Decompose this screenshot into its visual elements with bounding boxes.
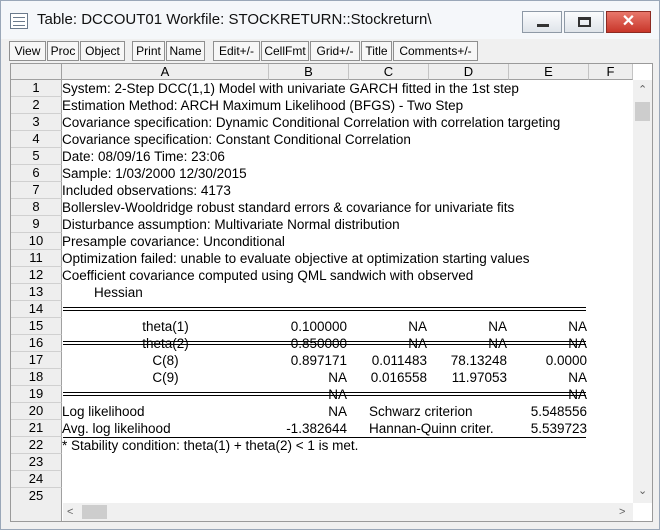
- row-header[interactable]: 24: [11, 471, 62, 488]
- column-header-a[interactable]: A: [62, 64, 269, 80]
- print-button[interactable]: Print: [132, 41, 165, 61]
- close-button[interactable]: [606, 11, 651, 33]
- cell-a17[interactable]: C(8): [152, 353, 179, 368]
- title-button[interactable]: Title: [361, 41, 392, 61]
- row-header[interactable]: 6: [11, 165, 62, 182]
- window-title: Table: DCCOUT01 Workfile: STOCKRETURN::Stockreturn\: [37, 11, 432, 28]
- table-rule: [63, 310, 586, 311]
- spreadsheet-grid[interactable]: [10, 63, 653, 522]
- row-header[interactable]: 1: [11, 80, 62, 97]
- vertical-scrollbar[interactable]: [633, 80, 652, 503]
- row-header[interactable]: 25: [11, 488, 62, 505]
- cell-e15[interactable]: NA: [568, 319, 587, 334]
- grid-toggle-button[interactable]: Grid+/-: [310, 41, 360, 61]
- select-all-corner[interactable]: [11, 64, 62, 80]
- cell-c17[interactable]: 0.011483: [371, 353, 427, 368]
- row-header[interactable]: 16: [11, 335, 62, 352]
- cell-a4[interactable]: Covariance specification: Constant Conditional Correlation: [62, 132, 411, 147]
- cell-e17[interactable]: 0.0000: [545, 353, 587, 368]
- name-button[interactable]: Name: [166, 41, 205, 61]
- cell-b19[interactable]: NA: [328, 387, 347, 402]
- maximize-icon: [578, 17, 591, 27]
- cell-b20[interactable]: NA: [328, 404, 347, 419]
- cellfmt-button[interactable]: CellFmt: [261, 41, 309, 61]
- cell-d18[interactable]: 11.97053: [451, 370, 507, 385]
- cell-a22[interactable]: * Stability condition: theta(1) + theta(2) < 1 is met.: [62, 438, 359, 453]
- cell-a15[interactable]: theta(1): [142, 319, 189, 334]
- row-header[interactable]: 18: [11, 369, 62, 386]
- cell-b21[interactable]: -1.382644: [286, 421, 347, 436]
- cell-e20[interactable]: 5.548556: [530, 404, 587, 419]
- cell-a7[interactable]: Included observations: 4173: [62, 183, 231, 198]
- cell-c15[interactable]: NA: [408, 319, 427, 334]
- scroll-left-icon[interactable]: <: [67, 506, 74, 518]
- cell-b17[interactable]: 0.897171: [290, 353, 347, 368]
- row-header[interactable]: 14: [11, 301, 62, 318]
- cell-a11[interactable]: Optimization failed: unable to evaluate objective at optimization starting values: [62, 251, 530, 266]
- cell-c21[interactable]: Hannan-Quinn criter.: [369, 421, 494, 436]
- toolbar: [9, 40, 654, 62]
- comments-toggle-button[interactable]: Comments+/-: [393, 41, 478, 61]
- table-icon: [10, 13, 28, 29]
- cell-e21[interactable]: 5.539723: [530, 421, 587, 436]
- row-header[interactable]: 23: [11, 454, 62, 471]
- cell-a13[interactable]: Hessian: [94, 285, 143, 300]
- row-header[interactable]: 9: [11, 216, 62, 233]
- row-header[interactable]: 21: [11, 420, 62, 437]
- cell-a8[interactable]: Bollerslev-Wooldridge robust standard errors & covariance for univariate fits: [62, 200, 515, 215]
- cell-a12[interactable]: Coefficient covariance computed using QML sandwich with observed: [62, 268, 474, 283]
- table-rule: [63, 307, 586, 308]
- cell-a21[interactable]: Avg. log likelihood: [62, 421, 171, 436]
- column-header-c[interactable]: C: [349, 64, 429, 80]
- column-header-d[interactable]: D: [429, 64, 509, 80]
- cell-d15[interactable]: NA: [488, 319, 507, 334]
- vertical-scroll-thumb[interactable]: [635, 102, 650, 121]
- row-header[interactable]: 11: [11, 250, 62, 267]
- row-header[interactable]: 8: [11, 199, 62, 216]
- cell-e19[interactable]: NA: [568, 387, 587, 402]
- maximize-button[interactable]: [564, 11, 604, 33]
- cell-a6[interactable]: Sample: 1/03/2000 12/30/2015: [62, 166, 247, 181]
- cell-b16[interactable]: 0.850000: [290, 336, 347, 351]
- cell-c16[interactable]: NA: [408, 336, 427, 351]
- column-header-e[interactable]: E: [509, 64, 589, 80]
- cell-a2[interactable]: Estimation Method: ARCH Maximum Likelihood (BFGS) - Two Step: [62, 98, 464, 113]
- cell-c20[interactable]: Schwarz criterion: [369, 404, 473, 419]
- cell-b18[interactable]: NA: [328, 370, 347, 385]
- cell-d17[interactable]: 78.13248: [450, 353, 507, 368]
- row-header[interactable]: 19: [11, 386, 62, 403]
- row-header[interactable]: 15: [11, 318, 62, 335]
- row-header[interactable]: 3: [11, 114, 62, 131]
- row-header-filler: [11, 503, 62, 521]
- minimize-button[interactable]: [522, 11, 562, 33]
- cell-a1[interactable]: System: 2-Step DCC(1,1) Model with univariate GARCH fitted in the 1st step: [62, 81, 519, 96]
- object-button[interactable]: Object: [80, 41, 125, 61]
- row-header[interactable]: 22: [11, 437, 62, 454]
- row-header[interactable]: 17: [11, 352, 62, 369]
- proc-button[interactable]: Proc: [47, 41, 79, 61]
- column-header-b[interactable]: B: [269, 64, 349, 80]
- horizontal-scrollbar[interactable]: [63, 503, 633, 521]
- row-header[interactable]: 10: [11, 233, 62, 250]
- row-header[interactable]: 12: [11, 267, 62, 284]
- cell-a10[interactable]: Presample covariance: Unconditional: [62, 234, 285, 249]
- row-header[interactable]: 2: [11, 97, 62, 114]
- row-header[interactable]: 20: [11, 403, 62, 420]
- cell-c18[interactable]: 0.016558: [370, 370, 427, 385]
- title-bar[interactable]: [1, 1, 659, 39]
- column-header-f[interactable]: F: [589, 64, 633, 80]
- view-button[interactable]: View: [9, 41, 46, 61]
- scroll-right-icon[interactable]: >: [619, 506, 626, 518]
- cell-b15[interactable]: 0.100000: [290, 319, 347, 334]
- edit-toggle-button[interactable]: Edit+/-: [213, 41, 260, 61]
- row-header[interactable]: 4: [11, 131, 62, 148]
- scroll-down-icon[interactable]: ⌄: [638, 485, 648, 497]
- cell-e18[interactable]: NA: [568, 370, 587, 385]
- row-header[interactable]: 7: [11, 182, 62, 199]
- minimize-icon: [537, 24, 549, 27]
- row-header[interactable]: 5: [11, 148, 62, 165]
- cell-d16[interactable]: NA: [488, 336, 507, 351]
- cell-a20[interactable]: Log likelihood: [62, 404, 145, 419]
- cell-a3[interactable]: Covariance specification: Dynamic Conditional Correlation with correlation targeting: [62, 115, 561, 130]
- cell-a18[interactable]: C(9): [152, 370, 179, 385]
- cell-a16[interactable]: theta(2): [142, 336, 189, 351]
- scroll-up-icon[interactable]: ⌃: [638, 84, 648, 96]
- horizontal-scroll-thumb[interactable]: [82, 505, 107, 519]
- cell-a9[interactable]: Disturbance assumption: Multivariate Normal distribution: [62, 217, 400, 232]
- close-icon: ✕: [621, 13, 636, 30]
- cell-e16[interactable]: NA: [568, 336, 587, 351]
- row-header[interactable]: 13: [11, 284, 62, 301]
- cell-a5[interactable]: Date: 08/09/16 Time: 23:06: [62, 149, 225, 164]
